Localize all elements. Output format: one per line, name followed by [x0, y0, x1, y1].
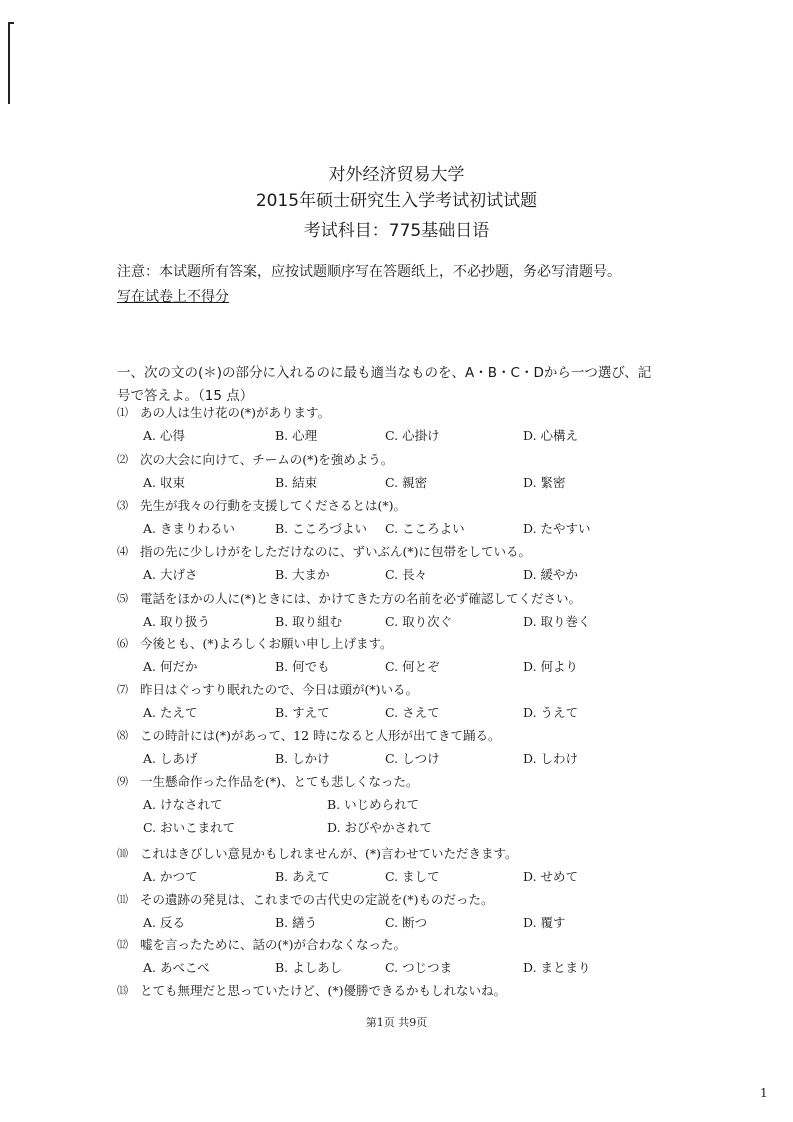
answer-option-a: A. たえて [143, 705, 198, 720]
answer-option-c: C. つじつま [385, 960, 453, 975]
answer-option-b: B. 大まか [275, 567, 330, 582]
question-stem: 嘘を言ったために、話の(*)が合わなくなった。 [140, 937, 407, 952]
notice-warning: 写在试卷上不得分 [117, 289, 229, 305]
scan-edge-mark-top [8, 22, 14, 24]
question-stem: 指の先に少しけがをしただけなのに、ずいぶん(*)に包帯をしている。 [140, 544, 532, 559]
answer-option-d: D. 何より [523, 659, 579, 674]
exam-subject: 考试科目：775基础日语 [303, 221, 490, 241]
question-number: ⑾ [117, 893, 128, 906]
question-number: ⒀ [117, 984, 128, 997]
answer-option-c: C. こころよい [385, 521, 465, 536]
question-stem: 昨日はぐっすり眠れたので、今日は頭が(*)いる。 [140, 682, 419, 697]
university-name: 对外经济贸易大学 [328, 165, 465, 185]
question-stem: あの人は生け花の(*)があります。 [140, 405, 331, 420]
answer-option-b: B. しかけ [275, 751, 330, 766]
question-number: ⑿ [117, 938, 128, 951]
answer-option-a: A. 何だか [143, 659, 198, 674]
question-number: ⑵ [117, 453, 128, 466]
answer-option-a: A. しあげ [143, 751, 198, 766]
question-stem: その遺跡の発見は、これまでの古代史の定説を(*)ものだった。 [140, 892, 494, 907]
section-instruction: 一、次の文の(＊)の部分に入れるのに最も適当なものを、A・B・C・Dから一つ選び、記 [117, 365, 652, 381]
question-stem: 先生が我々の行動を支援してくださるとは(*)。 [140, 498, 407, 513]
answer-option-d: D. しわけ [523, 751, 579, 766]
answer-option-c: C. しつけ [385, 751, 440, 766]
question-stem: この時計には(*)があって、12 時になると人形が出てきて踊る。 [140, 728, 501, 743]
answer-option-b: B. いじめられて [327, 797, 420, 812]
section-instruction-cont: 号で答えよ。（15 点） [117, 388, 254, 404]
answer-option-b: B. こころづよい [275, 521, 368, 536]
answer-option-b: B. 結束 [275, 475, 318, 490]
answer-option-a: A. 反る [143, 915, 185, 930]
answer-option-b: B. すえて [275, 705, 330, 720]
question-number: ⑹ [117, 637, 128, 650]
answer-option-c: C. 親密 [385, 475, 428, 490]
question-number: ⑽ [117, 847, 128, 860]
answer-option-d: D. うえて [523, 705, 579, 720]
notice-line: 注意：本试题所有答案，应按试题顺序写在答题纸上，不必抄题，务必写清题号。 [117, 264, 621, 280]
answer-option-b: B. あえて [275, 869, 330, 884]
answer-option-c: C. 取り次ぐ [385, 614, 453, 629]
answer-option-b: B. 心理 [275, 428, 318, 443]
answer-option-a: A. かつて [143, 869, 198, 884]
answer-option-d: D. 緊密 [523, 475, 566, 490]
answer-option-d: D. おびやかされて [327, 820, 433, 835]
answer-option-c: C. 長々 [385, 567, 428, 582]
answer-option-a: A. 取り扱う [143, 614, 210, 629]
question-stem: 今後とも、(*)よろしくお願い申し上げます。 [140, 636, 393, 651]
question-number: ⑴ [117, 406, 128, 419]
exam-title: 2015年硕士研究生入学考试初试试题 [255, 191, 538, 211]
question-number: ⑺ [117, 683, 128, 696]
answer-option-b: B. 何でも [275, 659, 330, 674]
answer-option-a: A. 大げさ [143, 567, 198, 582]
question-stem: 一生懸命作った作品を(*)、とても悲しくなった。 [140, 774, 419, 789]
answer-option-d: D. せめて [523, 869, 579, 884]
question-number: ⑼ [117, 775, 128, 788]
question-number: ⑻ [117, 729, 128, 742]
question-number: ⑶ [117, 499, 128, 512]
answer-option-d: D. 取り巻く [523, 614, 591, 629]
answer-option-a: A. けなされて [143, 797, 223, 812]
answer-option-a: A. 収束 [143, 475, 185, 490]
question-stem: これはきびしい意見かもしれませんが、(*)言わせていただきます。 [140, 846, 518, 861]
answer-option-a: A. きまりわるい [143, 521, 235, 536]
question-stem: 電話をほかの人に(*)ときには、かけてきた方の名前を必ず確認してください。 [140, 591, 582, 606]
question-number: ⑸ [117, 592, 128, 605]
answer-option-c: C. さえて [385, 705, 440, 720]
corner-page-number: 1 [760, 1086, 768, 1100]
question-number: ⑷ [117, 545, 128, 558]
answer-option-b: B. 繕う [275, 915, 318, 930]
answer-option-b: B. よしあし [275, 960, 343, 975]
question-stem: 次の大会に向けて、チームの(*)を強めよう。 [140, 452, 394, 467]
question-stem: とても無理だと思っていたけど、(*)優勝できるかもしれないね。 [140, 983, 507, 998]
answer-option-d: D. 緩やか [523, 567, 579, 582]
answer-option-c: C. 何とぞ [385, 659, 440, 674]
answer-option-d: D. 心構え [523, 428, 579, 443]
answer-option-c: C. おいこまれて [143, 820, 236, 835]
answer-option-c: C. 断つ [385, 915, 428, 930]
answer-option-d: D. 覆す [523, 915, 566, 930]
answer-option-a: A. 心得 [143, 428, 185, 443]
answer-option-c: C. まして [385, 869, 440, 884]
answer-option-d: D. たやすい [523, 521, 591, 536]
answer-option-d: D. まとまり [523, 960, 591, 975]
page-indicator: 第1页 共9页 [365, 1016, 428, 1029]
answer-option-c: C. 心掛け [385, 428, 440, 443]
answer-option-b: B. 取り組む [275, 614, 343, 629]
answer-option-a: A. あべこべ [143, 960, 210, 975]
scan-edge-mark [8, 22, 10, 104]
